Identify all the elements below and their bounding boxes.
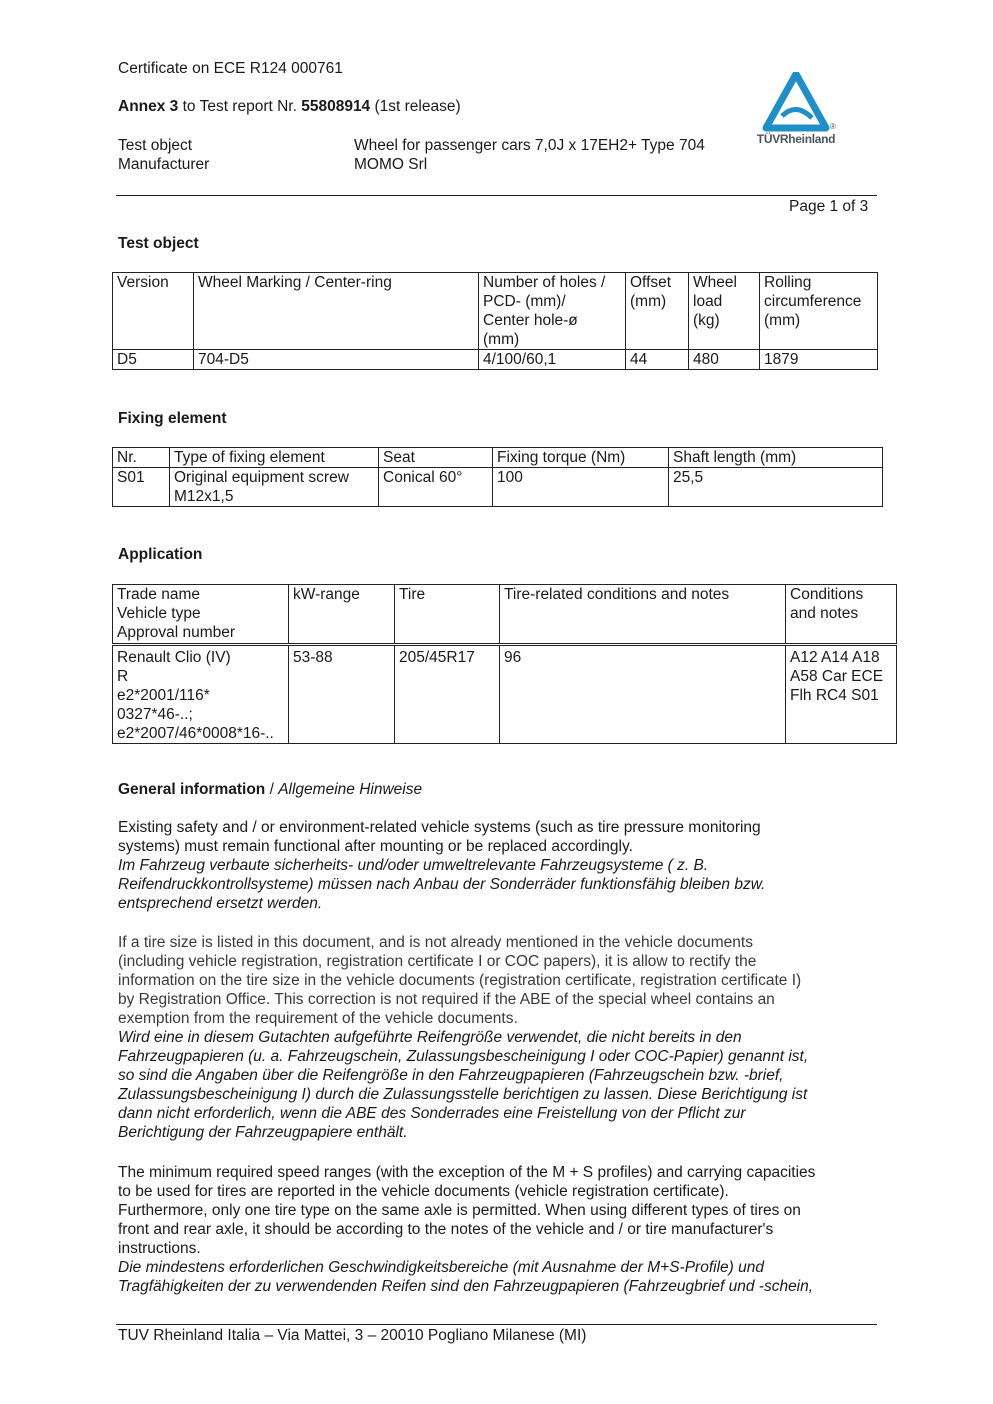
- cell-version: D5: [113, 350, 194, 370]
- annex-line: [118, 97, 461, 116]
- test-object-table: [112, 272, 878, 370]
- header-torque: Fixing torque (Nm): [493, 448, 669, 468]
- header-offset: [626, 273, 689, 350]
- header-kw: kW-range: [289, 585, 395, 645]
- page-number: Page 1 of 3: [789, 198, 869, 215]
- manufacturer-label: Manufacturer: [118, 156, 210, 173]
- cell-conditions-line: A12 A14 A18: [790, 649, 880, 666]
- cell-rolling: 1879: [760, 350, 878, 370]
- header-rule: [116, 195, 877, 196]
- logo-registered-mark: ®: [830, 122, 836, 131]
- cell-kw: 53-88: [289, 645, 395, 744]
- header-conditions: [786, 585, 897, 645]
- header-trade-line: Vehicle type: [117, 605, 201, 622]
- header-conditions-line: Conditions: [790, 586, 864, 603]
- paragraph-line: instructions.: [118, 1240, 201, 1257]
- fixing-heading: [118, 409, 227, 428]
- cell-load: 480: [689, 350, 760, 370]
- table-row: [113, 350, 878, 370]
- header-trade-line: Approval number: [117, 624, 236, 641]
- table-header-row: [113, 585, 897, 645]
- cell-conditions: [786, 645, 897, 744]
- paragraph-line-de: Reifendruckkontrollsysteme) müssen nach Anbau der Sonderräder funktionsfähig bleiben bzw.: [118, 876, 766, 893]
- paragraph-line: The minimum required speed ranges (with the exception of the M + S profiles) and carrying capacities: [118, 1164, 816, 1181]
- header-offset-line: Offset: [630, 274, 672, 291]
- test-object-heading: [118, 234, 199, 253]
- test-object-label: Test object: [118, 137, 193, 154]
- paragraph-line-de: Im Fahrzeug verbaute sicherheits- und/oder umweltrelevante Fahrzeugsysteme ( z. B.: [118, 857, 709, 874]
- paragraph-line-de: Fahrzeugpapieren (u. a. Fahrzeugschein, Zulassungsbescheinigung I oder COC-Papier) genannt ist,: [118, 1048, 809, 1065]
- application-heading-text: Application: [118, 546, 203, 563]
- table-row: [113, 645, 897, 744]
- cell-conditions-line: Flh RC4 S01: [790, 687, 879, 704]
- cell-marking: 704-D5: [194, 350, 479, 370]
- cell-tire: 205/45R17: [395, 645, 500, 744]
- footer-address: TUV Rheinland Italia – Via Mattei, 3 – 20010 Pogliano Milanese (MI): [118, 1327, 587, 1344]
- header-holes-line: (mm): [483, 331, 520, 348]
- paragraph-line: If a tire size is listed in this document, and is not already mentioned in the vehicle documents: [118, 934, 753, 951]
- test-object-heading-text: Test object: [118, 235, 199, 252]
- general-paragraph-3: [118, 1163, 878, 1296]
- table-header-row: [113, 448, 883, 468]
- general-heading-sep: /: [265, 781, 279, 798]
- paragraph-line: by Registration Office. This correction is not required if the ABE of the special wheel contains an: [118, 991, 775, 1008]
- header-load-line: load: [693, 293, 723, 310]
- header-load-line: Wheel: [693, 274, 737, 291]
- footer-rule: [116, 1324, 877, 1325]
- header-holes-line: Number of holes /: [483, 274, 606, 291]
- cell-trade-line: e2*2007/46*0008*16-..: [117, 725, 274, 742]
- header-holes: [479, 273, 626, 350]
- header-rolling-line: (mm): [764, 312, 801, 329]
- header-seat: Seat: [379, 448, 493, 468]
- cell-type-line: M12x1,5: [174, 488, 234, 505]
- header-type: Type of fixing element: [170, 448, 379, 468]
- cell-offset: 44: [626, 350, 689, 370]
- header-rolling-line: circumference: [764, 293, 862, 310]
- header-tire-notes: Tire-related conditions and notes: [500, 585, 786, 645]
- tuv-rheinland-logo: [748, 72, 844, 152]
- header-conditions-line: and notes: [790, 605, 859, 622]
- header-load: [689, 273, 760, 350]
- test-object-value: Wheel for passenger cars 7,0J x 17EH2+ Type 704: [354, 137, 705, 154]
- report-number: 55808914: [301, 98, 371, 115]
- fixing-table: [112, 447, 883, 507]
- header-trade-line: Trade name: [117, 586, 200, 603]
- paragraph-line: exemption from the requirement of the vehicle documents.: [118, 1010, 518, 1027]
- paragraph-line-de: dann nicht erforderlich, wenn die ABE des Sonderrades eine Freistellung von der Pflicht zur: [118, 1105, 746, 1122]
- paragraph-line-de: Zulassungsbescheinigung I) durch die Zulassungsstelle berichtigen zu lassen. Diese Berichtigung ist: [118, 1086, 808, 1103]
- header-rolling-line: Rolling: [764, 274, 812, 291]
- cell-seat: Conical 60°: [379, 468, 493, 507]
- header-load-line: (kg): [693, 312, 720, 329]
- annex-label: Annex 3: [118, 98, 179, 115]
- cell-torque: 100: [493, 468, 669, 507]
- cell-nr: S01: [113, 468, 170, 507]
- cell-trade-line: Renault Clio (IV): [117, 649, 231, 666]
- paragraph-line: to be used for tires are reported in the vehicle documents (vehicle registration certificate).: [118, 1183, 729, 1200]
- header-version: Version: [113, 273, 194, 350]
- paragraph-line-de: Die mindestens erforderlichen Geschwindigkeitsbereiche (mit Ausnahme der M+S-Profile) und: [118, 1259, 764, 1276]
- header-holes-line: PCD- (mm)/: [483, 293, 566, 310]
- paragraph-line: Existing safety and / or environment-related vehicle systems (such as tire pressure monitoring: [118, 819, 761, 836]
- certificate-title: Certificate on ECE R124 000761: [118, 60, 343, 77]
- paragraph-line: systems) must remain functional after mounting or be replaced accordingly.: [118, 838, 633, 855]
- cell-trade-line: 0327*46-..;: [117, 706, 193, 723]
- general-heading: [118, 780, 422, 799]
- cell-trade-line: R: [117, 668, 129, 685]
- header-trade: [113, 585, 289, 645]
- general-heading-italic: Allgemeine Hinweise: [278, 781, 423, 798]
- paragraph-line-de: so sind die Angaben über die Reifengröße in den Fahrzeugpapieren (Fahrzeugschein bzw. -brief,: [118, 1067, 784, 1084]
- paragraph-line: information on the tire size in the vehicle documents (registration certificate, registration certificate I): [118, 972, 802, 989]
- table-header-row: [113, 273, 878, 350]
- application-heading: [118, 545, 202, 564]
- cell-shaft: 25,5: [669, 468, 883, 507]
- general-paragraph-1: [118, 818, 878, 913]
- paragraph-line: front and rear axle, it should be according to the notes of the vehicle and / or tire manufacturer's: [118, 1221, 774, 1238]
- general-heading-bold: General information: [118, 781, 266, 798]
- cell-trade: [113, 645, 289, 744]
- cell-conditions-line: A58 Car ECE: [790, 668, 884, 685]
- table-row: [113, 468, 883, 507]
- header-tire: Tire: [395, 585, 500, 645]
- paragraph-line-de: entsprechend ersetzt werden.: [118, 895, 323, 912]
- header-marking: Wheel Marking / Center-ring: [194, 273, 479, 350]
- paragraph-line: Furthermore, only one tire type on the same axle is permitted. When using different types of tires on: [118, 1202, 801, 1219]
- header-nr: Nr.: [113, 448, 170, 468]
- cell-tire-notes: 96: [500, 645, 786, 744]
- header-shaft: Shaft length (mm): [669, 448, 883, 468]
- paragraph-line-de: Tragfähigkeiten der zu verwendenden Reifen sind den Fahrzeugpapieren (Fahrzeugbrief und -schein,: [118, 1278, 814, 1295]
- header-offset-line: (mm): [630, 293, 667, 310]
- annex-mid: to Test report Nr.: [178, 98, 302, 115]
- manufacturer-value: MOMO Srl: [354, 156, 428, 173]
- general-paragraph-2: [118, 933, 878, 1142]
- cell-type: [170, 468, 379, 507]
- paragraph-line-de: Wird eine in diesem Gutachten aufgeführte Reifengröße verwendet, die nicht bereits in den: [118, 1029, 742, 1046]
- header-rolling: [760, 273, 878, 350]
- annex-tail: (1st release): [370, 98, 461, 115]
- fixing-heading-text: Fixing element: [118, 410, 227, 427]
- header-holes-line: Center hole-ø: [483, 312, 578, 329]
- logo-text: TÜVRheinland: [756, 132, 836, 146]
- paragraph-line: (including vehicle registration, registration certificate I or COC papers), it is allow to rectify the: [118, 953, 757, 970]
- cell-type-line: Original equipment screw: [174, 469, 349, 486]
- cell-trade-line: e2*2001/116*: [117, 687, 210, 704]
- application-table: [112, 584, 897, 744]
- paragraph-line-de: Berichtigung der Fahrzeugpapiere enthält.: [118, 1124, 408, 1141]
- cell-holes: 4/100/60,1: [479, 350, 626, 370]
